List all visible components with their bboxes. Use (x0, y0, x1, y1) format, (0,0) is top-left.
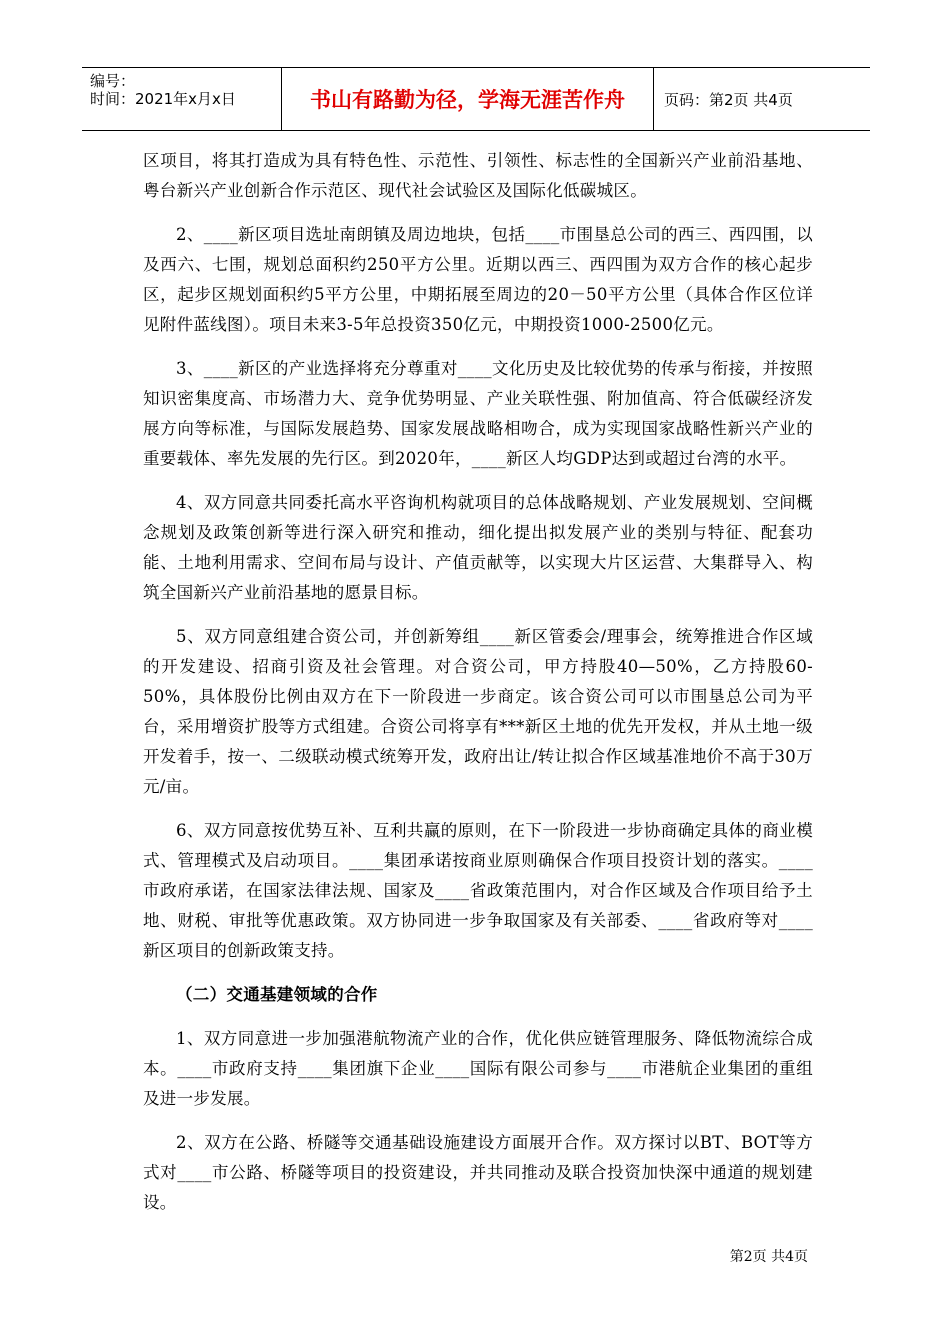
paragraph-4: 4、双方同意共同委托高水平咨询机构就项目的总体战略规划、产业发展规划、空间概念规划及政策创新等进行深入研究和推动，细化提出拟发展产业的类别与特征、配套功能、土地利用需求、空间布局与设计、产值贡献等，以实现大片区运营、大集群导入、构筑全国新兴产业前沿基地的愿景目标。 (143, 493, 813, 602)
header-meta (82, 68, 282, 130)
header-page-number: 页码：第2页 共4页 (664, 90, 793, 109)
paragraph-7: 1、双方同意进一步加强港航物流产业的合作，优化供应链管理服务、降低物流综合成本。____市政府支持____集团旗下企业____国际有限公司参与____市港航企业集团的重组及进一步发展。 (143, 1029, 813, 1108)
paragraph-5: 5、双方同意组建合资公司，并创新筹组____新区管委会/理事会，统筹推进合作区域的开发建设、招商引资及社会管理。对合资公司，甲方持股40—50%，乙方持股60-50%，具体股份比例由双方在下一阶段进一步商定。该合资公司可以市围垦总公司为平台，采用增资扩股等方式组建。合资公司将享有***新区土地的优先开发权，并从土地一级开发着手，按一、二级联动模式统筹开发，政府出让/转让拟合作区域基准地价不高于30万元/亩。 (143, 627, 813, 796)
paragraph-8: 2、双方在公路、桥隧等交通基础设施建设方面展开合作。双方探讨以BT、BOT等方式对____市公路、桥隧等项目的投资建设，并共同推动及联合投资加快深中通道的规划建设。 (143, 1133, 813, 1212)
page-header (82, 67, 870, 131)
section-heading: （二）交通基建领域的合作 (176, 985, 378, 1004)
paragraph-3: 3、____新区的产业选择将充分尊重对____文化历史及比较优势的传承与衔接，并按照知识密集度高、市场潜力大、竞争优势明显、产业关联性强、附加值高、符合低碳经济发展方向等标准，与国际发展趋势、国家发展战略相吻合，成为实现国家战略性新兴产业的重要载体、率先发展的先行区。到2020年，____新区人均GDP达到或超过台湾的水平。 (143, 359, 813, 468)
document-time-label: 时间：2021年x月x日 (90, 90, 236, 108)
paragraph-6: 6、双方同意按优势互补、互利共赢的原则，在下一阶段进一步协商确定具体的商业模式、管理模式及启动项目。____集团承诺按商业原则确保合作项目投资计划的落实。____市政府承诺，在国家法律法规、国家及____省政策范围内，对合作区域及合作项目给予土地、财税、审批等优惠政策。双方协同进一步争取国家及有关部委、____省政府等对____新区项目的创新政策支持。 (143, 821, 813, 960)
page-footer: 第2页 共4页 (729, 1249, 808, 1265)
paragraph-2: 2、____新区项目选址南朗镇及周边地块，包括____市围垦总公司的西三、西四围，以及西六、七围，规划总面积约250平方公里。近期以西三、西四围为双方合作的核心起步区，起步区规划面积约5平方公里，中期拓展至周边的20－50平方公里（具体合作区位详见附件蓝线图）。项目未来3-5年总投资350亿元，中期投资1000-2500亿元。 (143, 225, 813, 334)
document-code-label: 编号： (90, 72, 136, 90)
document-body (143, 146, 813, 1232)
paragraph-1: 区项目，将其打造成为具有特色性、示范性、引领性、标志性的全国新兴产业前沿基地、粤台新兴产业创新合作示范区、现代社会试验区及国际化低碳城区。 (143, 151, 813, 200)
header-motto: 书山有路勤为径，学海无涯苦作舟 (282, 68, 654, 130)
